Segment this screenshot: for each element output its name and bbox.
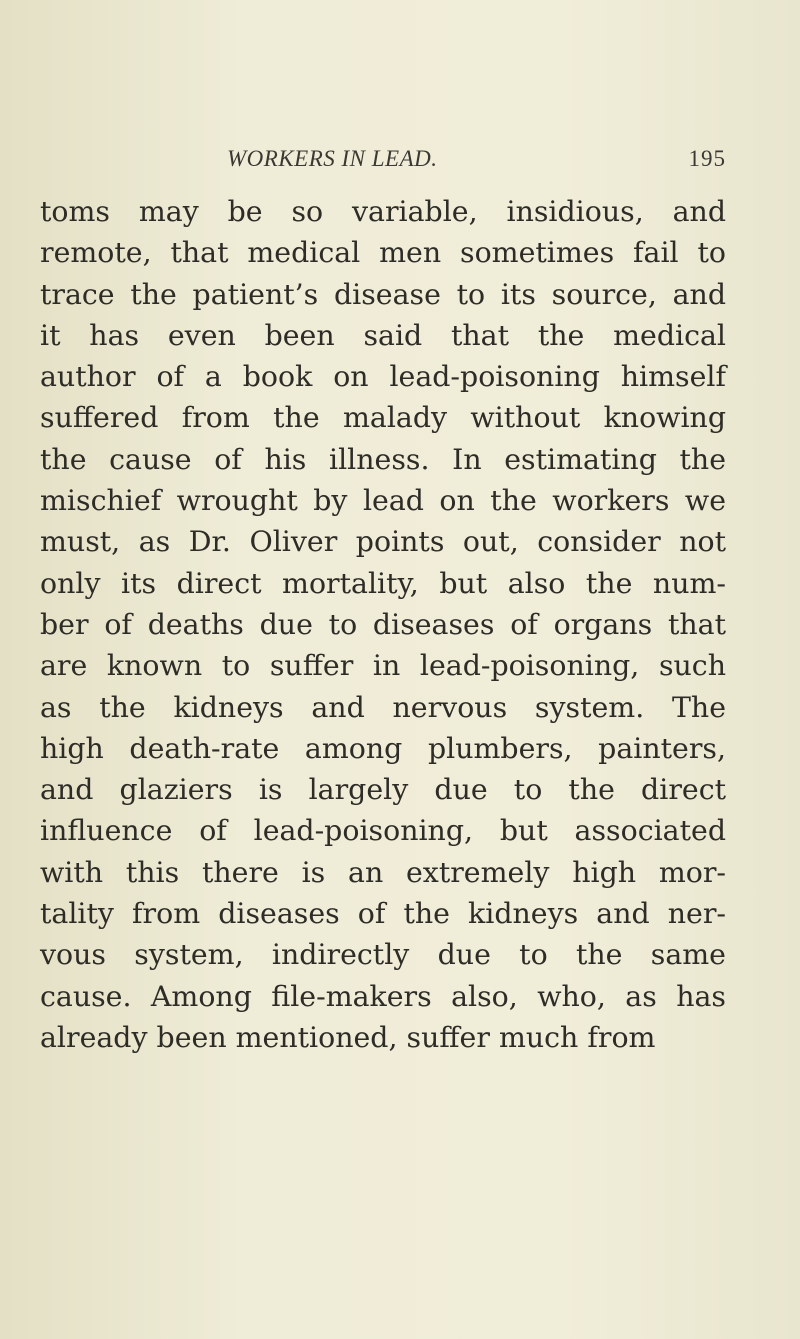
text-line: high death-rate among plumbers, painters,: [40, 731, 726, 765]
text-line: vous system, indirectly due to the same: [40, 938, 726, 972]
text-line: must, as Dr. Oliver points out, consider not: [40, 525, 726, 559]
text-line: toms may be so variable, insidious, and: [40, 195, 726, 228]
text-line: only its direct mortality, but also the num-: [40, 566, 726, 600]
text-line: tality from diseases of the kidneys and ner-: [40, 897, 726, 931]
body-text: [40, 191, 726, 1058]
running-title: WORKERS IN LEAD.: [227, 146, 438, 171]
text-line: trace the patient’s disease to its source, and: [40, 277, 726, 311]
text-line: ber of deaths due to diseases of organs that: [40, 607, 726, 641]
text-line: already been mentioned, suffer much from: [40, 1020, 656, 1054]
text-line: mischief wrought by lead on the workers we: [40, 484, 726, 518]
text-line: with this there is an extremely high mor-: [40, 855, 726, 889]
text-line: it has even been said that the medical: [40, 318, 726, 352]
text-line: as the kidneys and nervous system. The: [40, 690, 726, 724]
running-head: [40, 146, 726, 176]
text-line: influence of lead-poisoning, but associated: [40, 814, 726, 848]
text-line: and glaziers is largely due to the direct: [40, 773, 726, 807]
text-line: cause. Among file-makers also, who, as has: [40, 979, 726, 1013]
text-line: the cause of his illness. In estimating the: [40, 442, 726, 476]
text-line: are known to suffer in lead-poisoning, such: [40, 649, 726, 683]
page-number: 195: [688, 146, 726, 171]
text-line: author of a book on lead-poisoning himself: [40, 360, 726, 394]
text-line: remote, that medical men sometimes fail to: [40, 236, 726, 270]
text-line: suffered from the malady without knowing: [40, 401, 726, 435]
